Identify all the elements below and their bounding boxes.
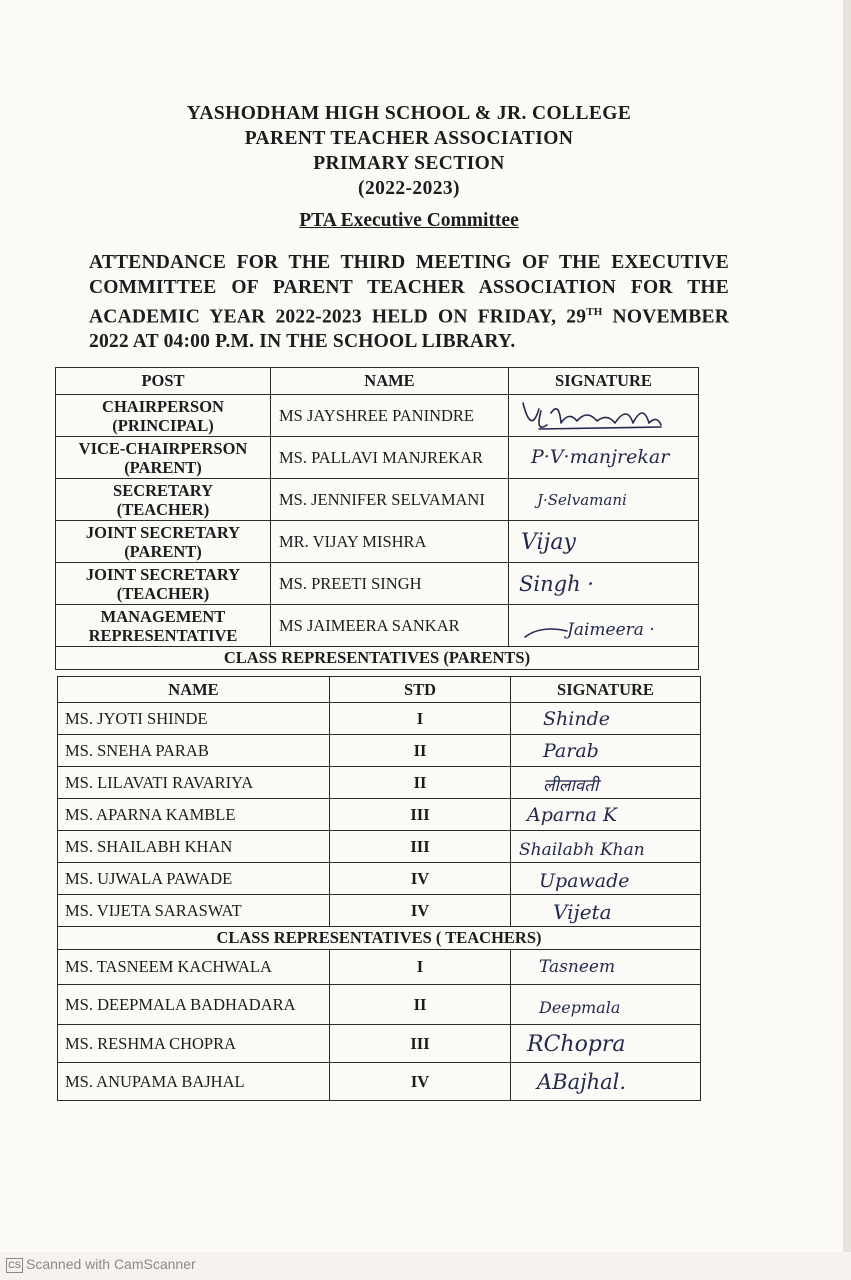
committee-title: PTA Executive Committee bbox=[299, 210, 519, 231]
name-cell: MS JAIMEERA SANKAR bbox=[271, 605, 509, 647]
signature-cell bbox=[511, 767, 701, 799]
svg-text:P·V·manjrekar: P·V·manjrekar bbox=[531, 446, 670, 468]
std-header: STD bbox=[330, 677, 511, 703]
signature-cell bbox=[511, 831, 701, 863]
name-cell: MS. SNEHA PARAB bbox=[58, 735, 330, 767]
section-title: CLASS REPRESENTATIVES ( TEACHERS) bbox=[58, 927, 701, 950]
std-cell: IV bbox=[330, 895, 511, 927]
signature-image bbox=[513, 735, 699, 765]
signature-image bbox=[513, 831, 699, 861]
svg-text:RChopra: RChopra bbox=[527, 1032, 626, 1057]
svg-text:Shailabh Khan: Shailabh Khan bbox=[519, 840, 645, 860]
school-name: YASHODHAM HIGH SCHOOL & JR. COLLEGE bbox=[186, 103, 632, 124]
signature-image bbox=[513, 985, 699, 1021]
std-cell: III bbox=[330, 799, 511, 831]
std-cell: III bbox=[330, 831, 511, 863]
post-cell: MANAGEMENT REPRESENTATIVE bbox=[56, 605, 271, 647]
class-representatives-table bbox=[57, 676, 701, 1101]
section-title: CLASS REPRESENTATIVES (PARENTS) bbox=[56, 647, 699, 670]
svg-text:ABajhal.: ABajhal. bbox=[537, 1070, 627, 1094]
page-edge bbox=[843, 0, 851, 1252]
table-row bbox=[58, 767, 701, 799]
table-row bbox=[58, 1025, 701, 1063]
post-cell: VICE-CHAIRPERSON (PARENT) bbox=[56, 437, 271, 479]
name-cell: MR. VIJAY MISHRA bbox=[271, 521, 509, 563]
table-row bbox=[56, 563, 699, 605]
svg-text:Vijay: Vijay bbox=[521, 530, 576, 555]
table-header-row bbox=[56, 368, 699, 395]
table-row bbox=[56, 521, 699, 563]
name-cell: MS. SHAILABH KHAN bbox=[58, 831, 330, 863]
name-cell: MS JAYSHREE PANINDRE bbox=[271, 395, 509, 437]
post-cell: JOINT SECRETARY (PARENT) bbox=[56, 521, 271, 563]
table-row bbox=[58, 735, 701, 767]
association-name: PARENT TEACHER ASSOCIATION bbox=[244, 128, 574, 149]
signature-image bbox=[511, 605, 697, 645]
section-row-parents bbox=[56, 647, 699, 670]
svg-text:Shinde: Shinde bbox=[543, 708, 610, 730]
post-header: POST bbox=[56, 368, 271, 395]
signature-cell bbox=[509, 521, 699, 563]
table-row bbox=[58, 863, 701, 895]
table-row bbox=[58, 895, 701, 927]
std-cell: I bbox=[330, 950, 511, 985]
table-row bbox=[58, 985, 701, 1025]
std-cell: IV bbox=[330, 1063, 511, 1101]
signature-image bbox=[513, 1063, 699, 1097]
svg-text:Parab: Parab bbox=[543, 740, 599, 762]
scanner-watermark: Scanned with CamScanner bbox=[26, 1256, 196, 1272]
table-row bbox=[56, 437, 699, 479]
std-cell: IV bbox=[330, 863, 511, 895]
academic-year: (2022-2023) bbox=[358, 178, 460, 199]
name-cell: MS. APARNA KAMBLE bbox=[58, 799, 330, 831]
signature-cell bbox=[511, 950, 701, 985]
signature-image bbox=[513, 1025, 699, 1059]
signature-cell bbox=[511, 1063, 701, 1101]
signature-cell bbox=[509, 395, 699, 437]
table-row bbox=[58, 831, 701, 863]
signature-cell bbox=[511, 1025, 701, 1063]
name-cell: MS. JENNIFER SELVAMANI bbox=[271, 479, 509, 521]
svg-text:Upawade: Upawade bbox=[539, 870, 630, 892]
signature-cell bbox=[511, 703, 701, 735]
svg-text:Deepmala: Deepmala bbox=[539, 998, 621, 1017]
name-cell: MS. VIJETA SARASWAT bbox=[58, 895, 330, 927]
signature-image bbox=[513, 950, 699, 982]
signature-cell bbox=[509, 479, 699, 521]
signature-cell bbox=[509, 605, 699, 647]
post-cell: CHAIRPERSON (PRINCIPAL) bbox=[56, 395, 271, 437]
signature-image bbox=[511, 395, 697, 435]
signature-image bbox=[511, 563, 697, 603]
camscanner-logo-icon: CS bbox=[6, 1258, 23, 1273]
svg-text:लीलावती: लीलावती bbox=[543, 776, 599, 796]
executive-committee-table bbox=[55, 367, 699, 670]
signature-cell bbox=[511, 863, 701, 895]
signature-image bbox=[513, 767, 699, 797]
name-cell: MS. TASNEEM KACHWALA bbox=[58, 950, 330, 985]
name-cell: MS. PREETI SINGH bbox=[271, 563, 509, 605]
signature-cell bbox=[509, 437, 699, 479]
name-cell: MS. PALLAVI MANJREKAR bbox=[271, 437, 509, 479]
table-row bbox=[56, 395, 699, 437]
signature-image bbox=[513, 863, 699, 893]
signature-cell bbox=[511, 799, 701, 831]
svg-text:Singh ·: Singh · bbox=[519, 572, 594, 596]
post-cell: JOINT SECRETARY (TEACHER) bbox=[56, 563, 271, 605]
svg-text:Vijeta: Vijeta bbox=[553, 900, 612, 924]
signature-header: SIGNATURE bbox=[511, 677, 701, 703]
section-name: PRIMARY SECTION bbox=[313, 153, 505, 174]
svg-text:J·Selvamani: J·Selvamani bbox=[537, 491, 627, 509]
name-header: NAME bbox=[271, 368, 509, 395]
signature-image bbox=[511, 479, 697, 519]
std-cell: II bbox=[330, 735, 511, 767]
name-cell: MS. UJWALA PAWADE bbox=[58, 863, 330, 895]
svg-text:Aparna K: Aparna K bbox=[527, 804, 618, 826]
signature-header: SIGNATURE bbox=[509, 368, 699, 395]
signature-cell bbox=[511, 735, 701, 767]
table-row bbox=[56, 479, 699, 521]
std-cell: III bbox=[330, 1025, 511, 1063]
svg-text:Jaimeera ·: Jaimeera · bbox=[567, 620, 655, 640]
name-cell: MS. RESHMA CHOPRA bbox=[58, 1025, 330, 1063]
std-cell: I bbox=[330, 703, 511, 735]
svg-text:Tasneem: Tasneem bbox=[539, 957, 616, 977]
table-row bbox=[58, 703, 701, 735]
name-cell: MS. JYOTI SHINDE bbox=[58, 703, 330, 735]
table-row bbox=[58, 950, 701, 985]
signature-image bbox=[513, 703, 699, 733]
signature-cell bbox=[509, 563, 699, 605]
table-row bbox=[56, 605, 699, 647]
signature-cell bbox=[511, 895, 701, 927]
meeting-description: ATTENDANCE FOR THE THIRD MEETING OF THE EXECUTIVE COMMITTEE OF PARENT TEACHER ASSOCIATION FOR THE ACADEMIC YEAR 2022-2023 HELD ON FRIDAY, 29TH NOVEMBER 2022 AT 04:00 P.M. IN THE SCHOOL LIBRARY. bbox=[89, 252, 729, 352]
section-row-teachers bbox=[58, 927, 701, 950]
std-cell: II bbox=[330, 767, 511, 799]
table-header-row bbox=[58, 677, 701, 703]
name-cell: MS. LILAVATI RAVARIYA bbox=[58, 767, 330, 799]
name-header: NAME bbox=[58, 677, 330, 703]
table-row bbox=[58, 799, 701, 831]
signature-image bbox=[511, 521, 697, 561]
signature-image bbox=[513, 799, 699, 829]
signature-image bbox=[511, 437, 697, 477]
std-cell: II bbox=[330, 985, 511, 1025]
name-cell: MS. ANUPAMA BAJHAL bbox=[58, 1063, 330, 1101]
name-cell: MS. DEEPMALA BADHADARA bbox=[58, 985, 330, 1025]
table-row bbox=[58, 1063, 701, 1101]
signature-cell bbox=[511, 985, 701, 1025]
post-cell: SECRETARY (TEACHER) bbox=[56, 479, 271, 521]
signature-image bbox=[513, 895, 699, 925]
